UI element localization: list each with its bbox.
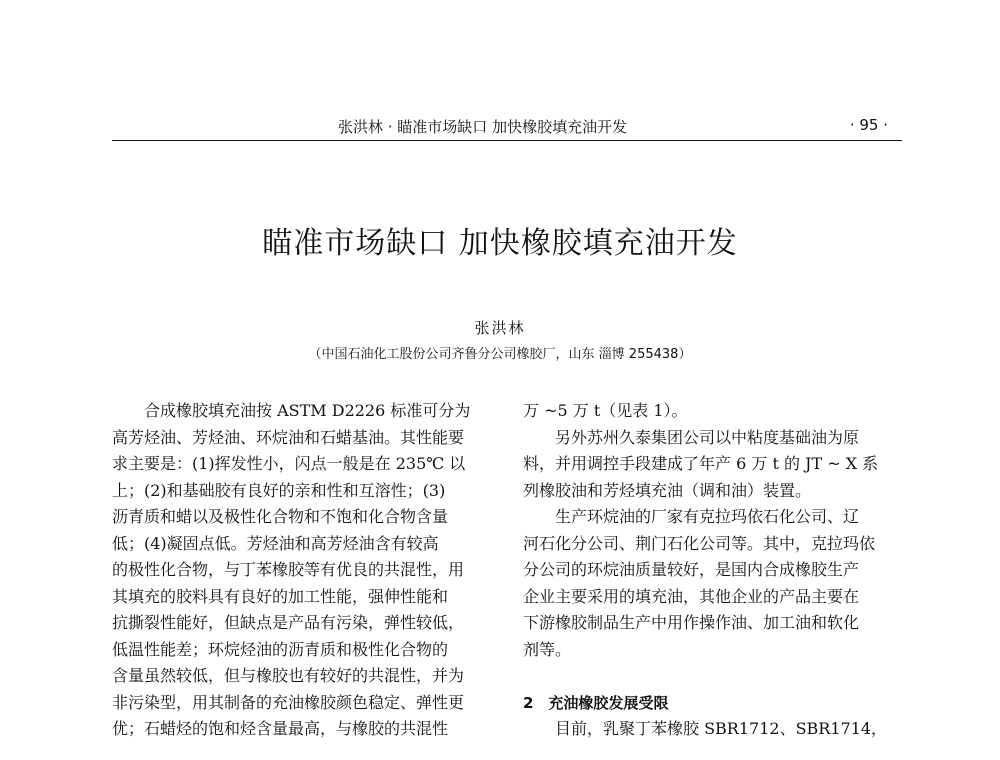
body-column-left: [112, 398, 490, 743]
running-header: [112, 110, 902, 138]
article-title: 瞄准市场缺口 加快橡胶填充油开发: [262, 226, 738, 261]
body-line: 高芳烃油、芳烃油、环烷油和石蜡基油。其性能要: [112, 427, 465, 447]
running-title: 张洪林 · 瞄准市场缺口 加快橡胶填充油开发: [338, 118, 628, 136]
body-line: 合成橡胶填充油按 ASTM D2226 标准可分为: [144, 401, 471, 420]
page-number: · 95 ·: [849, 116, 888, 134]
body-line: 生产环烷油的厂家有克拉玛依石化公司、辽: [555, 507, 860, 526]
body-column-right: [523, 398, 905, 743]
body-line: 下游橡胶制品生产中用作操作油、加工油和软化: [523, 613, 860, 632]
header-rule: [112, 140, 902, 141]
author-affiliation: （中国石油化工股份公司齐鲁分公司橡胶厂，山东 淄博 255438）: [308, 347, 692, 362]
body-line: 的极性化合物，与丁苯橡胶等有优良的共混性，用: [112, 560, 465, 579]
body-line: 沥青质和蜡以及极性化合物和不饱和化合物含量: [112, 507, 449, 526]
section-heading: 2 充油橡胶发展受限: [523, 693, 669, 712]
body-line: 目前，乳聚丁苯橡胶 SBR1712、SBR1714，: [555, 719, 888, 738]
blank-line: [523, 663, 905, 690]
body-line: 非污染型，用其制备的充油橡胶颜色稳定、弹性更: [112, 692, 465, 712]
body-line: 企业主要采用的填充油，其他企业的产品主要在: [523, 586, 860, 606]
body-line: 含量虽然较低，但与橡胶也有较好的共混性，并为: [112, 666, 465, 685]
body-line: 低温性能差；环烷烃油的沥青质和极性化合物的: [112, 639, 449, 659]
body-line: 料，并用调控手段建成了年产 6 万 t 的 JT ~ X 系: [523, 454, 879, 473]
body-line: 其填充的胶料具有良好的加工性能，强伸性能和: [112, 586, 449, 606]
body-line: 另外苏州久泰集团公司以中粘度基础油为原: [555, 427, 860, 447]
body-line: 分公司的环烷油质量较好，是国内合成橡胶生产: [523, 560, 860, 579]
body-line: 优；石蜡烃的饱和烃含量最高，与橡胶的共混性: [112, 719, 449, 738]
body-line: 万 ~5 万 t（见表 1）。: [523, 401, 688, 420]
body-line: 求主要是：(1)挥发性小，闪点一般是在 235℃ 以: [112, 454, 466, 473]
body-line: 列橡胶油和芳烃填充油（调和油）装置。: [523, 480, 812, 500]
body-line: 抗撕裂性能好，但缺点是产品有污染，弹性较低，: [112, 613, 465, 632]
body-line: 上；(2)和基础胶有良好的亲和性和互溶性；(3): [112, 480, 446, 500]
body-line: 河石化分公司、荆门石化公司等。其中，克拉玛依: [523, 533, 876, 553]
body-line: 剂等。: [523, 639, 572, 659]
author-name: 张洪林: [474, 319, 526, 337]
body-line: 低；(4)凝固点低。芳烃油和高芳烃油含有较高: [112, 533, 439, 553]
